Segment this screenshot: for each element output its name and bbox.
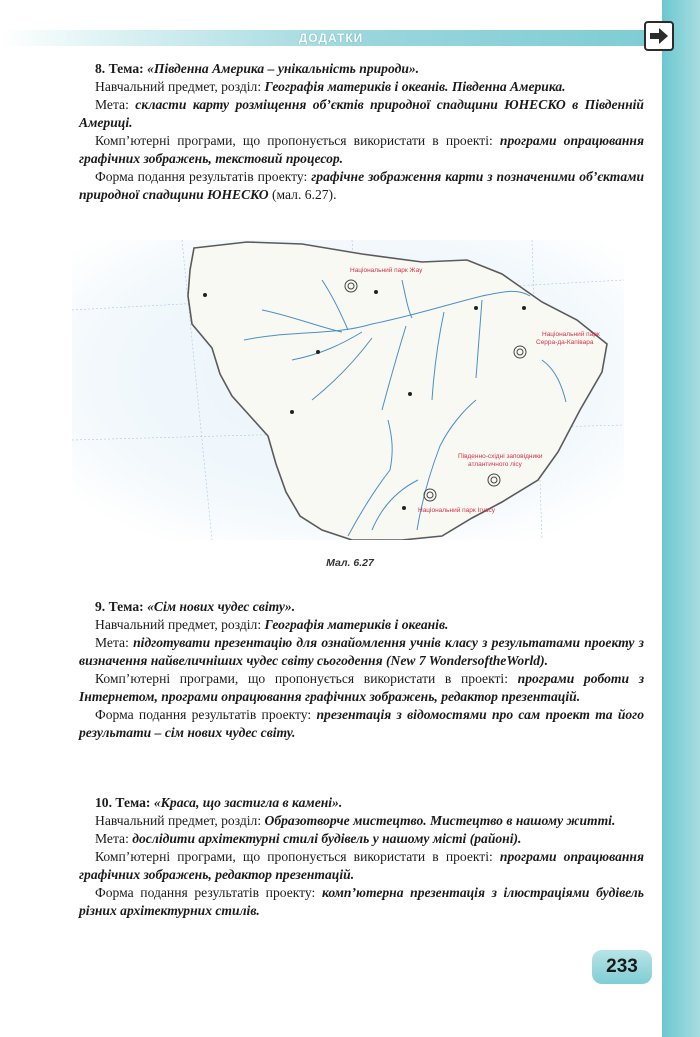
next-page-button[interactable]	[644, 21, 674, 51]
side-stripe	[662, 0, 700, 1037]
map-label-atl-1: Південно-східні заповідники	[458, 453, 543, 460]
s10-subject: Навчальний предмет, розділ: Образотворче мистецтво. Мистецтво в нашому житті.	[95, 813, 616, 828]
section-8	[79, 60, 644, 204]
south-america-map	[72, 240, 624, 540]
map-label-jau: Національний парк Жау	[350, 267, 423, 274]
s8-subject: Навчальний предмет, розділ: Географія материків і океанів. Південна Америка.	[95, 79, 566, 94]
s10-form: Форма подання результатів проекту: комп’ютерна презентація з ілюстраціями будівель різних архітектурних стилів.	[79, 885, 644, 918]
s9-topic: 9. Тема: «Сім нових чудес світу».	[95, 599, 296, 614]
s9-programs: Комп’ютерні програми, що пропонується використати в проекті: програми роботи з Інтернетом, програми опрацювання графічних зображень, редактор презентацій.	[79, 671, 644, 704]
arrow-right-icon	[649, 27, 669, 45]
s8-programs: Комп’ютерні програми, що пропонується використати в проекті: програми опрацювання графічних зображень, текстовий процесор.	[79, 133, 644, 166]
figure-caption: Мал. 6.27	[326, 557, 374, 569]
s9-goal: Мета: підготувати презентацію для ознайомлення учнів класу з результатами проекту з визначення найвеличніших чудес світу сьогодення (New 7 WondersoftheWorld).	[79, 635, 644, 668]
s8-form: Форма подання результатів проекту: графічне зображення карти з позначеними об’єктами природної спадщини ЮНЕСКО (мал. 6.27).	[79, 169, 644, 202]
s10-programs: Комп’ютерні програми, що пропонується використати в проекті: програми опрацювання графічних зображень, редактор презентацій.	[79, 849, 644, 882]
header-title: ДОДАТКИ	[298, 31, 364, 45]
s8-topic: 8. Тема: «Південна Америка – унікальність природи».	[95, 61, 420, 76]
map-label-serra-2: Серра-да-Капівара	[536, 339, 594, 346]
page-number: 233	[606, 956, 638, 977]
s9-form: Форма подання результатів проекту: презентація з відомостями про сам проект та його результати – сім нових чудес світу.	[79, 707, 644, 740]
s10-topic: 10. Тема: «Краса, що застигла в камені».	[95, 795, 343, 810]
section-10	[79, 794, 644, 920]
map-label-iguasu: Національний парк Ігуасу	[418, 507, 496, 514]
map-label-atl-2: атлантичного лісу	[468, 461, 522, 468]
s8-goal: Мета: скласти карту розміщення об’єктів природної спадщини ЮНЕСКО в Південній Америці.	[79, 97, 644, 130]
section-9	[79, 598, 644, 742]
s9-subject: Навчальний предмет, розділ: Географія материків і океанів.	[95, 617, 449, 632]
map-label-serra-1: Національний парк	[542, 331, 600, 338]
s10-goal: Мета: дослідити архітектурні стилі будівель у нашому місті (районі).	[95, 831, 522, 846]
